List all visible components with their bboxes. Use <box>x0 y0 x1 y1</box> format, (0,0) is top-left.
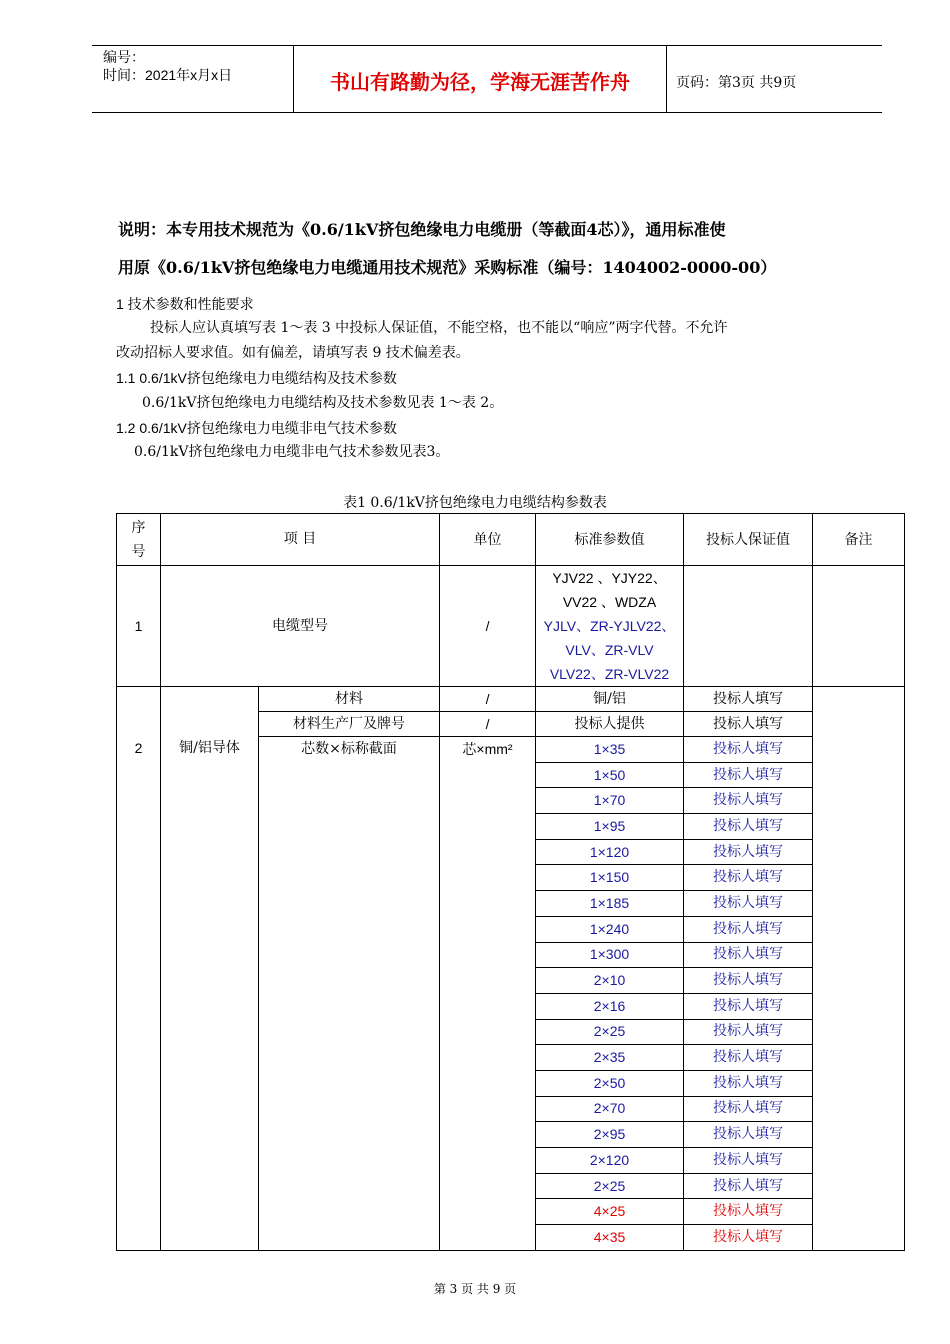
size-bidder: 投标人填写 <box>684 942 813 968</box>
material-unit: / <box>440 687 536 712</box>
section-1-1-text: 0.6/1kV挤包绝缘电力电缆结构及技术参数见表 1～表 2。 <box>142 395 504 411</box>
size-bidder: 投标人填写 <box>684 1122 813 1148</box>
header-motto: 书山有路勤为径，学海无涯苦作舟 <box>330 70 630 94</box>
section-1-1-title: 1.1 0.6/1kV挤包绝缘电力电缆结构及技术参数 <box>116 370 397 386</box>
size-bidder: 投标人填写 <box>684 1070 813 1096</box>
size-value: 4×35 <box>536 1225 684 1251</box>
size-bidder: 投标人填写 <box>684 891 813 917</box>
section-label: 芯数×标称截面 <box>259 737 440 1251</box>
size-value: 1×95 <box>536 814 684 840</box>
header-bidder: 投标人保证值 <box>684 514 813 566</box>
header-unit: 单位 <box>440 514 536 566</box>
header-time-label: 时间：2021年x月x日 <box>103 67 233 83</box>
size-bidder: 投标人填写 <box>684 839 813 865</box>
header-item: 项 目 <box>161 514 440 566</box>
section-1-paragraph-line-2: 改动招标人要求值。如有偏差，请填写表 9 技术偏差表。 <box>116 345 470 361</box>
size-bidder: 投标人填写 <box>684 762 813 788</box>
size-bidder: 投标人填写 <box>684 814 813 840</box>
size-value: 2×70 <box>536 1096 684 1122</box>
size-bidder: 投标人填写 <box>684 916 813 942</box>
size-bidder: 投标人填写 <box>684 993 813 1019</box>
size-bidder: 投标人填写 <box>684 1019 813 1045</box>
section-1-2-title: 1.2 0.6/1kV挤包绝缘电力电缆非电气技术参数 <box>116 420 397 436</box>
section-unit: 芯×mm² <box>440 737 536 1251</box>
size-value: 2×16 <box>536 993 684 1019</box>
maker-value: 投标人提供 <box>536 712 684 737</box>
row1-bidder <box>684 566 813 687</box>
row1-value <box>536 566 684 687</box>
header-bottom-rule <box>92 112 882 113</box>
size-bidder: 投标人填写 <box>684 1148 813 1174</box>
material-label: 材料 <box>259 687 440 712</box>
size-value: 2×50 <box>536 1070 684 1096</box>
size-value: 1×150 <box>536 865 684 891</box>
page-footer: 第 3 页 共 9 页 <box>433 1282 517 1296</box>
size-value: 1×35 <box>536 737 684 763</box>
size-value: 2×35 <box>536 1045 684 1071</box>
size-value: 1×185 <box>536 891 684 917</box>
table-row-material <box>117 687 905 712</box>
size-bidder: 投标人填写 <box>684 1199 813 1225</box>
header-remark: 备注 <box>813 514 905 566</box>
size-bidder: 投标人填写 <box>684 1225 813 1251</box>
size-bidder: 投标人填写 <box>684 788 813 814</box>
row1-value-line-2: YJLV、ZR-YJLV22、VLV、ZR-VLV <box>543 618 676 658</box>
table-caption: 表1 0.6/1kV挤包绝缘电力电缆结构参数表 <box>343 495 607 511</box>
size-value: 2×25 <box>536 1019 684 1045</box>
row1-seq: 1 <box>117 566 161 687</box>
row2-group: 铜/铝导体 <box>161 687 259 1251</box>
size-value: 2×120 <box>536 1148 684 1174</box>
size-bidder: 投标人填写 <box>684 1045 813 1071</box>
maker-bidder: 投标人填写 <box>684 712 813 737</box>
row1-item: 电缆型号 <box>161 566 440 687</box>
row1-unit: / <box>440 566 536 687</box>
size-bidder: 投标人填写 <box>684 1096 813 1122</box>
size-value: 1×300 <box>536 942 684 968</box>
material-bidder: 投标人填写 <box>684 687 813 712</box>
size-value: 2×95 <box>536 1122 684 1148</box>
size-value: 2×10 <box>536 968 684 994</box>
row1-value-line-3: VLV22、ZR-VLV22 <box>549 666 670 682</box>
size-value: 1×50 <box>536 762 684 788</box>
section-1-2-text: 0.6/1kV挤包绝缘电力电缆非电气技术参数见表3。 <box>134 444 450 460</box>
size-value: 2×25 <box>536 1173 684 1199</box>
size-bidder: 投标人填写 <box>684 865 813 891</box>
material-value: 铜/铝 <box>536 687 684 712</box>
row1-value-line-1: YJV22 、YJY22、VV22 、WDZA <box>552 570 667 610</box>
table-row-1 <box>117 566 905 687</box>
header-seq: 序号 <box>117 514 161 566</box>
note-line-1: 说明：本专用技术规范为《0.6/1kV挤包绝缘电力电缆册（等截面4芯）》，通用标准使 <box>118 220 726 239</box>
table-header-row <box>117 514 905 566</box>
section-1-paragraph-line-1: 投标人应认真填写表 1～表 3 中投标人保证值，不能空格，也不能以“响应”两字代替。不允许 <box>150 320 728 336</box>
size-value: 1×70 <box>536 788 684 814</box>
size-bidder: 投标人填写 <box>684 968 813 994</box>
section-1-title: 1 技术参数和性能要求 <box>116 296 254 312</box>
header-std: 标准参数值 <box>536 514 684 566</box>
row2-seq: 2 <box>117 687 161 1251</box>
size-value: 1×240 <box>536 916 684 942</box>
size-bidder: 投标人填写 <box>684 737 813 763</box>
size-bidder: 投标人填写 <box>684 1173 813 1199</box>
header-top-rule <box>92 45 882 46</box>
header-divider-right <box>666 45 667 112</box>
spec-table <box>116 513 905 1251</box>
note-line-2: 用原《0.6/1kV挤包绝缘电力电缆通用技术规范》采购标准（编号：1404002-0000-00） <box>118 258 777 277</box>
row1-remark <box>813 566 905 687</box>
size-value: 1×120 <box>536 839 684 865</box>
header-meta <box>103 48 232 84</box>
header-code-label: 编号： <box>103 49 145 65</box>
size-value: 4×25 <box>536 1199 684 1225</box>
header-page-label: 页码：第3页 共9页 <box>676 75 797 91</box>
maker-label: 材料生产厂及牌号 <box>259 712 440 737</box>
maker-unit: / <box>440 712 536 737</box>
row2-remark <box>813 687 905 1251</box>
